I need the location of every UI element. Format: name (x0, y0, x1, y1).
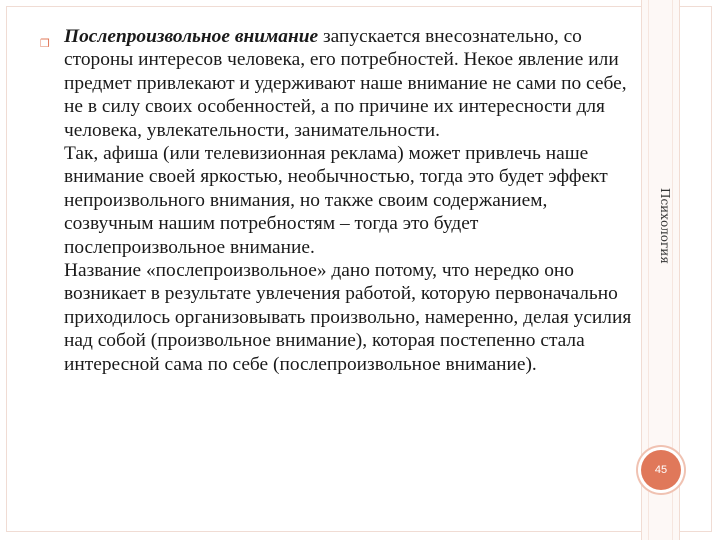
vertical-slide-title: Психология (658, 188, 672, 264)
paragraph-1-text: запускается внесознательно, со стороны интересов человека, его потребностей. Некое явление или предмет привлекают и удерживают наше внимание не сами по себе, не в силу своих особенностей, а по причине их интересности для человека, увлекательности, занимательности. (64, 26, 627, 141)
emphasis-term: Послепроизвольное внимание (64, 26, 319, 47)
paragraph-2: Так, афиша (или телевизионная реклама) может привлечь наше внимание своей яркостью, необычностью, тогда это будет эффект непроизвольного внимания, но также своим содержанием, созвучным нашим потребностям – тогда это будет послепроизвольное внимание. (64, 143, 608, 258)
paragraph-1 (64, 25, 640, 142)
square-bullet-icon: ❒ (40, 37, 50, 50)
paragraph-3: Название «послепроизвольное» дано потому, что нередко оно возникает в результате увлечения работой, которую первоначально приходилось организовывать произвольно, намеренно, делая усилия над собой (произвольное внимание), которая постепенно стала интересной сама по себе (послепроизвольное внимание). (64, 260, 632, 375)
page-number: 45 (654, 464, 668, 476)
slide-body (64, 25, 640, 376)
page-number-badge (641, 450, 681, 490)
